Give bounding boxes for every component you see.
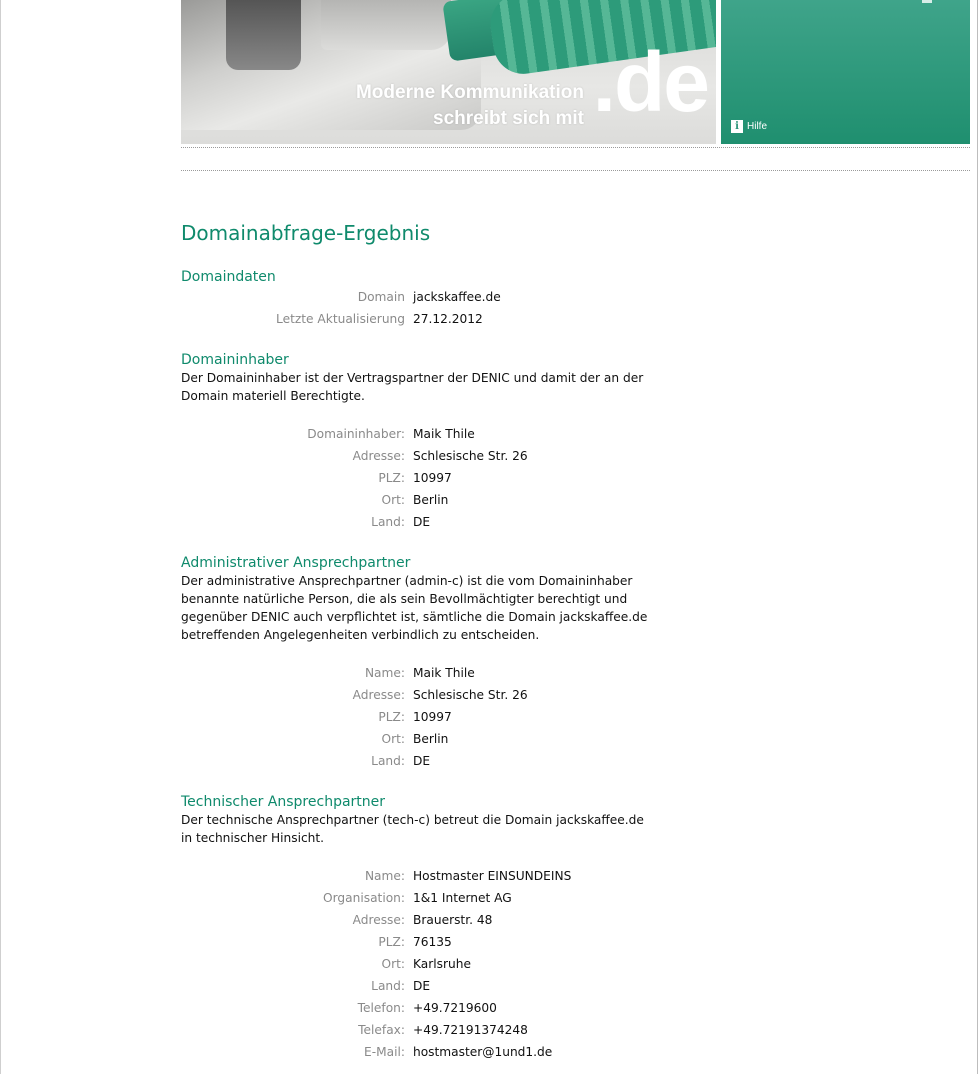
kv-label: Domaininhaber:: [307, 427, 405, 441]
kv-value: 10997: [413, 471, 452, 485]
kv-value-email: hostmaster@1und1.de: [413, 1045, 553, 1059]
kv-row: [181, 706, 651, 728]
kv-value: DE: [413, 515, 431, 529]
page-title: Domainabfrage-Ergebnis: [181, 221, 431, 245]
tech-c-description: Der technische Ansprechpartner (tech-c) betreut die Domain jackskaffee.de in technischer Hinsicht.: [181, 813, 644, 845]
kv-value: Karlsruhe: [413, 957, 471, 971]
header-divider-bottom: [181, 170, 970, 171]
banner-tagline-line2: schreibt sich mit: [433, 108, 584, 129]
kv-value: Schlesische Str. 26: [413, 449, 528, 463]
banner-side-tick: [922, 0, 932, 3]
kv-row: [181, 887, 651, 909]
kv-label: Telefon:: [357, 1001, 405, 1015]
banner-port-housing-graphic: [321, 0, 451, 50]
kv-row: [181, 931, 651, 953]
admin-c-table: [181, 662, 651, 772]
kv-label: Land:: [371, 515, 405, 529]
kv-label: Land:: [371, 979, 405, 993]
banner-port-graphic: [226, 0, 301, 70]
kv-label: Letzte Aktualisierung: [276, 312, 405, 326]
kv-value: Berlin: [413, 493, 449, 507]
section-title-domaininhaber: Domaininhaber: [181, 352, 289, 368]
kv-label: PLZ:: [378, 935, 405, 949]
kv-label: Adresse:: [352, 449, 405, 463]
kv-value-domain: jackskaffee.de: [413, 290, 501, 304]
domaindaten-table: [181, 286, 651, 330]
kv-row: [181, 975, 651, 997]
section-title-domaindaten: Domaindaten: [181, 269, 276, 285]
info-icon: i: [731, 120, 743, 133]
kv-label: PLZ:: [378, 710, 405, 724]
kv-row-last-update: [181, 308, 651, 330]
kv-label: Adresse:: [352, 913, 405, 927]
kv-value-last-update: 27.12.2012: [413, 312, 483, 326]
kv-value: +49.72191374248: [413, 1023, 528, 1037]
kv-row: [181, 662, 651, 684]
tech-c-table: [181, 865, 651, 1063]
section-title-tech-c: Technischer Ansprechpartner: [181, 794, 386, 810]
kv-row: [181, 909, 651, 931]
help-link-label: Hilfe: [747, 121, 768, 132]
banner-tagline-line1: Moderne Kommunikation: [355, 82, 584, 103]
kv-row: [181, 684, 651, 706]
kv-value: Brauerstr. 48: [413, 913, 493, 927]
kv-row: [181, 467, 651, 489]
kv-label: Name:: [364, 666, 405, 680]
kv-label: Organisation:: [323, 891, 405, 905]
kv-label: PLZ:: [378, 471, 405, 485]
kv-value: Hostmaster EINSUNDEINS: [413, 869, 572, 883]
kv-value: 10997: [413, 710, 452, 724]
domaininhaber-table: [181, 423, 651, 533]
kv-label: Ort:: [381, 957, 405, 971]
kv-value: 76135: [413, 935, 452, 949]
kv-value: Berlin: [413, 732, 449, 746]
kv-value: Maik Thile: [413, 427, 475, 441]
kv-row: [181, 445, 651, 467]
help-link[interactable]: [731, 120, 767, 133]
header-banner-image: [181, 0, 716, 144]
kv-label: Name:: [364, 869, 405, 883]
kv-row-domain: [181, 286, 651, 308]
kv-label: Land:: [371, 754, 405, 768]
kv-row: [181, 728, 651, 750]
kv-row: [181, 997, 651, 1019]
kv-value: +49.7219600: [413, 1001, 497, 1015]
admin-c-description: Der administrative Ansprechpartner (admin-c) ist die vom Domaininhaber benannte natürliche Person, die als sein Bevollmächtigter berechtigt und gegenüber DENIC auch verpflichtet ist, sämtliche die Domain jackskaffee.de betreffenden Angelegenheiten verbindlich zu entscheiden.: [181, 574, 648, 642]
banner-tld-logo: .de: [592, 35, 708, 129]
kv-row: [181, 1019, 651, 1041]
section-title-admin-c: Administrativer Ansprechpartner: [181, 555, 411, 571]
banner-tagline: [356, 80, 584, 132]
kv-label: Telefax:: [358, 1023, 405, 1037]
kv-row: [181, 511, 651, 533]
kv-label: Domain: [357, 290, 405, 304]
kv-label: Ort:: [381, 493, 405, 507]
kv-value: Maik Thile: [413, 666, 475, 680]
page-left-border: [0, 0, 1, 1074]
kv-label: Ort:: [381, 732, 405, 746]
banner-side-panel: [721, 0, 970, 144]
kv-row: [181, 423, 651, 445]
header-divider-top: [181, 147, 970, 148]
kv-label: Adresse:: [352, 688, 405, 702]
kv-value: DE: [413, 754, 431, 768]
kv-label: E-Mail:: [364, 1045, 405, 1059]
kv-row: [181, 865, 651, 887]
kv-row: [181, 750, 651, 772]
domaininhaber-description: Der Domaininhaber ist der Vertragspartner der DENIC und damit der an der Domain materiell Berechtigte.: [181, 371, 644, 403]
kv-value: Schlesische Str. 26: [413, 688, 528, 702]
kv-row: [181, 953, 651, 975]
kv-value: DE: [413, 979, 431, 993]
kv-row: [181, 1041, 651, 1063]
kv-row: [181, 489, 651, 511]
kv-value: 1&1 Internet AG: [413, 891, 512, 905]
